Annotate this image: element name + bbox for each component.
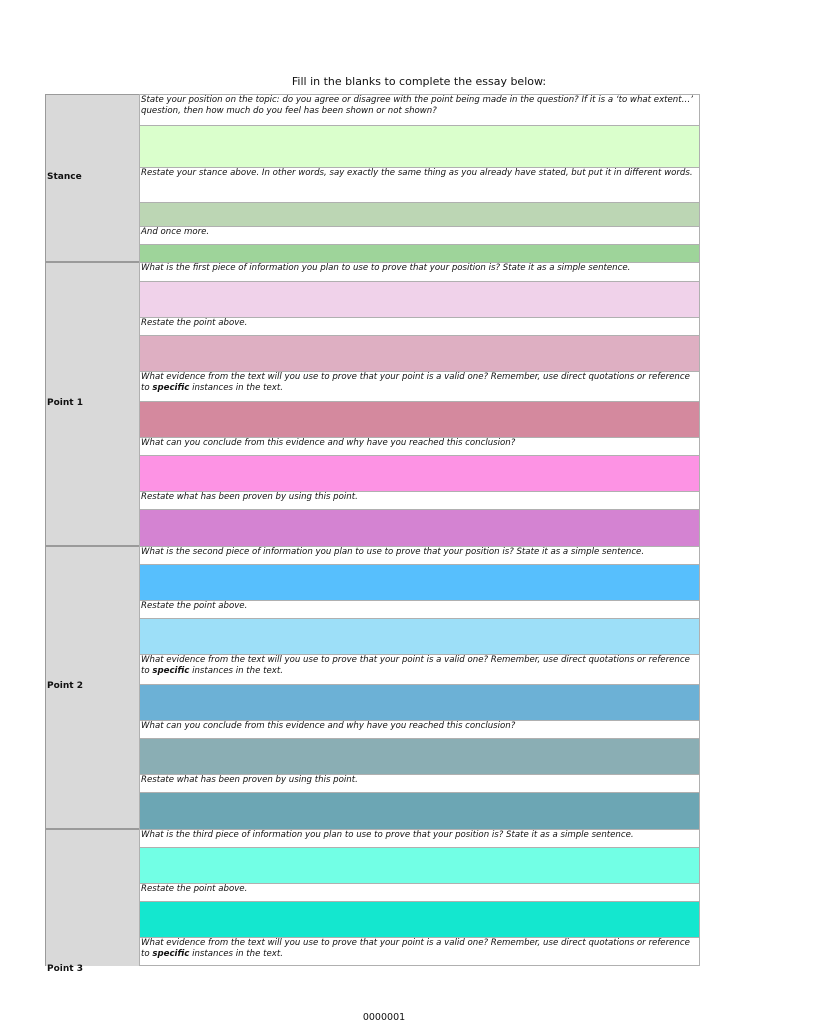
prompt-text: instances in the text.: [189, 665, 283, 676]
section-label-point-3: [45, 829, 139, 974]
prompt-emphasis: specific: [152, 665, 190, 676]
page-title: Fill in the blanks to complete the essay below:: [291, 75, 547, 88]
prompt-text: What evidence from the text will you use to prove that your point is a valid one? Remember, use direct quotations or reference to: [141, 655, 690, 676]
stance-prompt-1: State your position on the topic: do you agree or disagree with the point being made in the question? If it is a ‘to what extent…’ question, then how much do you feel has been shown or not shown?: [139, 94, 700, 125]
page-footer-number: 0000001: [362, 1012, 406, 1023]
section-label-text: Point 3: [47, 964, 83, 974]
point-2-prompt-4: What can you conclude from this evidence and why have you reached this conclusion?: [139, 720, 700, 738]
stance-prompt-2: Restate your stance above. In other words, say exactly the same thing as you already have stated, but put it in different words.: [139, 167, 700, 202]
prompt-text: What evidence from the text will you use to prove that your point is a valid one? Remember, use direct quotations or reference to: [141, 938, 690, 959]
point-3-answer-field-1[interactable]: [139, 847, 700, 883]
point-1-prompt-3: [139, 371, 700, 401]
point-2-answer-field-2[interactable]: [139, 618, 700, 654]
stance-answer-field-1[interactable]: [139, 125, 700, 167]
point-3-answer-field-2[interactable]: [139, 901, 700, 937]
section-label-stance: [45, 94, 139, 262]
point-2-answer-field-1[interactable]: [139, 564, 700, 600]
section-label-text: Point 2: [47, 681, 83, 691]
point-3-prompt-1: What is the third piece of information you plan to use to prove that your position is? State it as a simple sentence.: [139, 829, 700, 847]
prompt-text: What evidence from the text will you use to prove that your point is a valid one? Remember, use direct quotations or reference to: [141, 372, 690, 393]
point-2-prompt-2: Restate the point above.: [139, 600, 700, 618]
point-2-answer-field-4[interactable]: [139, 738, 700, 774]
point-2-prompt-5: Restate what has been proven by using this point.: [139, 774, 700, 792]
prompt-emphasis: specific: [152, 948, 190, 959]
point-1-answer-field-5[interactable]: [139, 509, 700, 546]
point-1-answer-field-3[interactable]: [139, 401, 700, 437]
point-3-prompt-3: [139, 937, 700, 965]
point-1-answer-field-2[interactable]: [139, 335, 700, 371]
point-1-prompt-5: Restate what has been proven by using this point.: [139, 491, 700, 509]
section-label-point-2: [45, 546, 139, 829]
prompt-text: instances in the text.: [189, 382, 283, 393]
point-1-prompt-1: What is the first piece of information you plan to use to prove that your position is? State it as a simple sentence.: [139, 262, 700, 281]
point-2-answer-field-3[interactable]: [139, 684, 700, 720]
prompt-text: instances in the text.: [189, 948, 283, 959]
section-label-text: Point 1: [47, 398, 83, 408]
point-1-prompt-4: What can you conclude from this evidence and why have you reached this conclusion?: [139, 437, 700, 455]
stance-prompt-3: And once more.: [139, 226, 700, 244]
stance-answer-field-3[interactable]: [139, 244, 700, 262]
point-2-answer-field-5[interactable]: [139, 792, 700, 829]
table-bottom-border: [139, 965, 700, 966]
section-label-point-1: [45, 262, 139, 546]
stance-answer-field-2[interactable]: [139, 202, 700, 226]
point-2-prompt-3: [139, 654, 700, 684]
section-label-text: Stance: [47, 172, 82, 182]
point-3-prompt-2: Restate the point above.: [139, 883, 700, 901]
point-2-prompt-1: What is the second piece of information you plan to use to prove that your position is? State it as a simple sentence.: [139, 546, 700, 564]
point-1-answer-field-1[interactable]: [139, 281, 700, 317]
point-1-answer-field-4[interactable]: [139, 455, 700, 491]
prompt-emphasis: specific: [152, 382, 190, 393]
point-1-prompt-2: Restate the point above.: [139, 317, 700, 335]
